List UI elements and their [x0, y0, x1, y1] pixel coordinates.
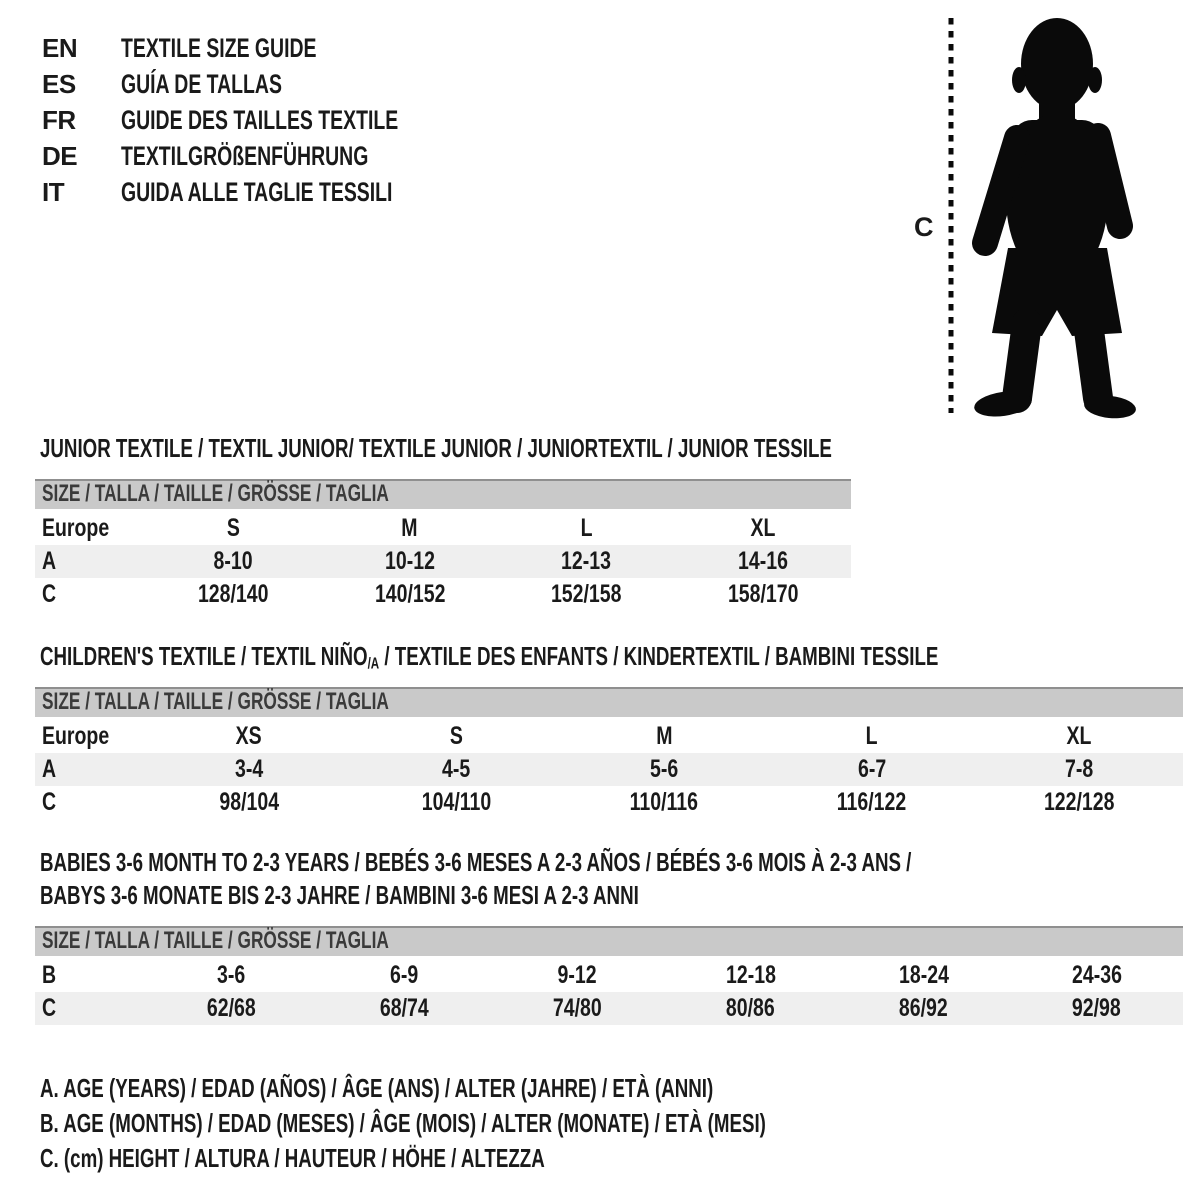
months-cell: 6-9: [390, 961, 419, 989]
row-label-cell: C: [35, 992, 145, 1025]
height-cell: 68/74: [318, 992, 491, 1025]
language-code: FR: [42, 104, 76, 135]
legend-line-b: B. AGE (MONTHS) / EDAD (MESES) / ÂGE (MOIS) / ALTER (MONATE) / ETÀ (MESI): [40, 1108, 766, 1138]
height-cell: 152/158: [551, 580, 622, 608]
table-row-europe: [35, 720, 1183, 753]
age-cell: 14-16: [675, 545, 852, 578]
size-cell: S: [226, 514, 240, 542]
size-cell: M: [655, 722, 673, 750]
age-cell: 3-4: [145, 753, 353, 786]
height-cell: 110/116: [629, 788, 699, 816]
language-guide-list: [42, 30, 506, 210]
row-label-cell: C: [42, 788, 57, 816]
language-label: TEXTILGRÖßENFÜHRUNG: [121, 140, 369, 171]
size-cell: XL: [750, 514, 776, 542]
language-label: GUIDE DES TAILLES TEXTILE: [121, 104, 399, 135]
height-cell: 92/98: [1010, 992, 1183, 1025]
measurement-legend: [40, 1071, 1048, 1176]
junior-section-heading: JUNIOR TEXTILE / TEXTIL JUNIOR/ TEXTILE JUNIOR / JUNIORTEXTIL / JUNIOR TESSILE: [40, 433, 832, 463]
language-label: TEXTILE SIZE GUIDE: [121, 32, 317, 63]
table-header-bar: SIZE / TALLA / TAILLE / GRÖSSE / TAGLIA: [35, 687, 1183, 717]
months-cell: 18-24: [898, 961, 949, 989]
row-label-cell: Europe: [42, 722, 110, 750]
height-measure-label: C: [914, 212, 934, 242]
height-cell: 86/92: [837, 992, 1010, 1025]
table-row-age: [35, 753, 1183, 786]
legend-line-c: C. (cm) HEIGHT / ALTURA / HAUTEUR / HÖHE / ALTEZZA: [40, 1143, 545, 1173]
size-cell: XL: [1066, 722, 1092, 750]
language-row-es: [42, 66, 506, 102]
size-cell: L: [865, 722, 878, 750]
toddler-silhouette: [973, 18, 1137, 420]
height-cell: 158/170: [727, 580, 798, 608]
language-label: GUÍA DE TALLAS: [121, 68, 282, 99]
row-label-cell: A: [35, 753, 145, 786]
height-cell: 128/140: [198, 580, 269, 608]
language-code: IT: [42, 176, 65, 207]
size-cell: L: [580, 514, 593, 542]
table-row-europe: [35, 512, 851, 545]
size-cell: S: [449, 722, 463, 750]
language-row-de: [42, 138, 506, 174]
height-cell: 80/86: [664, 992, 837, 1025]
height-cell: 140/152: [374, 580, 445, 608]
children-section-heading: CHILDREN'S TEXTILE / TEXTIL NIÑO/A / TEXTILE DES ENFANTS / KINDERTEXTIL / BAMBINI TESSILE: [40, 641, 939, 673]
language-row-it: [42, 174, 506, 210]
height-cell: 116/122: [836, 788, 907, 816]
babies-size-table: [35, 926, 1183, 1025]
table-row-height: [35, 992, 1183, 1025]
row-label-cell: B: [42, 961, 57, 989]
language-code: EN: [42, 32, 78, 63]
toddler-figure: [920, 8, 1155, 420]
height-cell: 104/110: [421, 788, 492, 816]
age-cell: 10-12: [322, 545, 499, 578]
months-cell: 3-6: [217, 961, 246, 989]
babies-section-heading: BABIES 3-6 MONTH TO 2-3 YEARS / BEBÉS 3-6 MESES A 2-3 AÑOS / BÉBÉS 3-6 MOIS À 2-3 ANS / BABYS 3-6 MONATE BIS 2-3 JAHRE / BAMBINI 3-6 MESI A 2-3 ANNI: [40, 847, 912, 910]
height-cell: 122/128: [1043, 788, 1115, 816]
table-header-bar: SIZE / TALLA / TAILLE / GRÖSSE / TAGLIA: [35, 926, 1183, 956]
size-cell: M: [401, 514, 418, 542]
table-row-age: [35, 545, 851, 578]
table-row-months: [35, 959, 1183, 992]
nino-a-subscript: /A: [367, 654, 380, 673]
language-code: ES: [42, 68, 76, 99]
language-row-fr: [42, 102, 506, 138]
legend-line-a: A. AGE (YEARS) / EDAD (AÑOS) / ÂGE (ANS) / ALTER (JAHRE) / ETÀ (ANNI): [40, 1073, 714, 1103]
table-row-height: [35, 578, 851, 611]
height-cell: 98/104: [218, 788, 279, 816]
months-cell: 24-36: [1071, 961, 1122, 989]
children-size-table: [35, 687, 1183, 819]
age-cell: 12-13: [498, 545, 675, 578]
age-cell: 4-5: [353, 753, 561, 786]
language-row-en: [42, 30, 506, 66]
months-cell: 9-12: [557, 961, 598, 989]
row-label-cell: A: [35, 545, 145, 578]
age-cell: 8-10: [145, 545, 322, 578]
months-cell: 12-18: [725, 961, 776, 989]
row-label-cell: Europe: [42, 514, 110, 542]
height-cell: 74/80: [491, 992, 664, 1025]
age-cell: 5-6: [560, 753, 768, 786]
size-cell: XS: [235, 722, 262, 750]
language-code: DE: [42, 140, 78, 171]
language-label: GUIDA ALLE TAGLIE TESSILI: [121, 176, 393, 207]
age-cell: 6-7: [768, 753, 976, 786]
height-cell: 62/68: [145, 992, 318, 1025]
age-cell: 7-8: [975, 753, 1183, 786]
table-row-height: [35, 786, 1183, 819]
row-label-cell: C: [42, 580, 57, 608]
junior-size-table: [35, 479, 851, 611]
table-header-bar: SIZE / TALLA / TAILLE / GRÖSSE / TAGLIA: [35, 479, 851, 509]
